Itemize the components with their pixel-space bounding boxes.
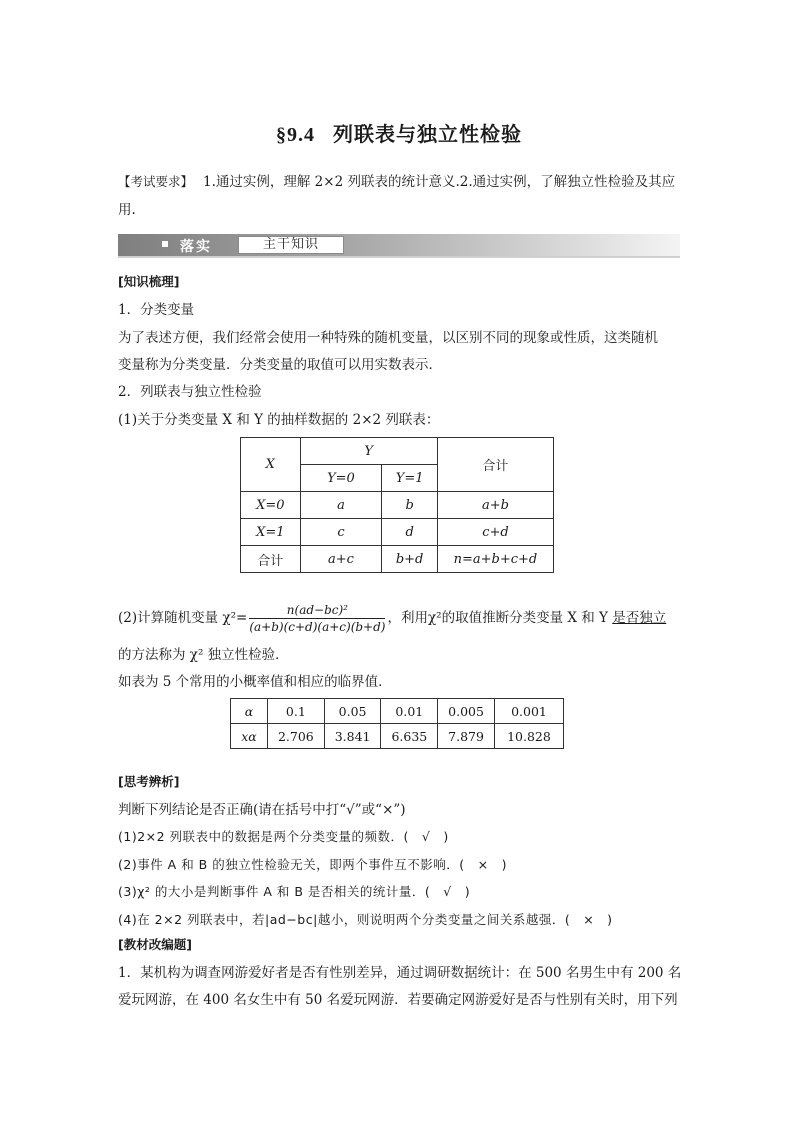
table-row	[231, 724, 564, 749]
y-header-cell: Y	[300, 438, 437, 465]
textbook-heading: [教材改编题]	[118, 937, 192, 952]
textbook-para-1: 1．某机构为调查网游爱好者是否有性别差异，通过调研数据统计：在 500 名男生中有 200 名	[118, 965, 682, 981]
cell-value: a	[300, 492, 382, 519]
requirement-text-1: 1.通过实例，理解 2×2 列联表的统计意义.2.通过实例，了解独立性检验及其应	[203, 174, 676, 190]
alpha-cell: 0.1	[268, 699, 325, 724]
formula-suffix: ，利用χ²的取值推断分类变量 X 和 Y	[387, 610, 613, 626]
formula-denominator: (a+b)(c+d)(a+c)(b+d)	[249, 620, 386, 634]
chi-square-formula-line	[118, 600, 680, 636]
requirement-text-2: 用.	[118, 202, 136, 218]
chi-square-fraction	[249, 602, 385, 635]
critical-value-cell: 3.841	[324, 724, 381, 749]
banner-square-icon	[162, 241, 168, 247]
thinking-heading: [思考辨析]	[118, 774, 180, 789]
exam-requirement	[118, 172, 680, 192]
cell-value: d	[382, 519, 438, 546]
cell-value: b	[382, 492, 438, 519]
table-row	[241, 519, 554, 546]
thinking-item: (1)2×2 列联表中的数据是两个分类变量的频数．( √ )	[118, 829, 449, 844]
cell-value: a+b	[437, 492, 553, 519]
cell-value: b+d	[382, 546, 438, 573]
x-alpha-label-cell: xα	[231, 724, 268, 749]
critical-value-cell: 7.879	[438, 724, 495, 749]
alpha-cell: 0.01	[381, 699, 438, 724]
table-row	[241, 546, 554, 573]
thinking-item: (4)在 2×2 列联表中，若|ad−bc|越小，则说明两个分类变量之间关系越强．( × )	[118, 912, 613, 927]
banner-rule	[118, 256, 680, 258]
knowledge-heading: [知识梳理]	[118, 274, 180, 289]
y0-header-cell: Y=0	[300, 465, 382, 492]
contingency-table	[240, 437, 554, 573]
page-title	[118, 118, 680, 147]
thinking-item: (2)事件 A 和 B 的独立性检验无关，即两个事件互不影响．( × )	[118, 857, 507, 872]
x-header-cell: X	[241, 438, 301, 492]
cell-value: a+c	[300, 546, 382, 573]
cell-value: n=a+b+c+d	[437, 546, 553, 573]
alpha-cell: 0.001	[494, 699, 563, 724]
requirement-tag: 【考试要求】	[118, 174, 194, 189]
critical-value-cell: 2.706	[268, 724, 325, 749]
section-number: §9.4	[276, 124, 315, 146]
row-label: X=0	[241, 492, 301, 519]
cell-value: c	[300, 519, 382, 546]
table-row	[231, 699, 564, 724]
banner-label-2: 主干知识	[238, 236, 344, 254]
banner-label-1: 落实	[180, 239, 212, 255]
critical-value-cell: 10.828	[494, 724, 563, 749]
alpha-cell: 0.005	[438, 699, 495, 724]
table-row	[241, 492, 554, 519]
y1-header-cell: Y=1	[382, 465, 438, 492]
critical-value-table	[230, 698, 564, 749]
alpha-cell: 0.05	[324, 699, 381, 724]
subsection-2-intro: (1)关于分类变量 X 和 Y 的抽样数据的 2×2 列联表：	[118, 412, 440, 428]
section-banner	[118, 234, 680, 256]
critical-value-cell: 6.635	[381, 724, 438, 749]
formula-numerator: n(ad−bc)²	[249, 602, 385, 619]
textbook-para-2: 爱玩网游，在 400 名女生中有 50 名爱玩网游．若要确定网游爱好是否与性别有关时，用下列	[118, 992, 678, 1008]
alpha-label-cell: α	[231, 699, 268, 724]
thinking-item: (3)χ² 的大小是判断事件 A 和 B 是否相关的统计量．( √ )	[118, 884, 471, 899]
formula-prefix: (2)计算随机变量 χ²=	[118, 610, 248, 626]
subsection-2-para-3: 的方法称为 χ² 独立性检验．	[118, 647, 289, 663]
underlined-term: 是否独立	[612, 610, 667, 626]
subsection-1-para-2: 变量称为分类变量．分类变量的取值可以用实数表示．	[118, 357, 442, 373]
section-title: 列联表与独立性检验	[333, 122, 522, 146]
thinking-intro: 判断下列结论是否正确(请在括号中打“√”或“×”)	[118, 802, 406, 818]
cell-value: c+d	[437, 519, 553, 546]
subsection-1-para-1: 为了表述方便，我们经常会使用一种特殊的随机变量，以区别不同的现象或性质，这类随机	[118, 330, 658, 346]
subsection-2-para-4: 如表为 5 个常用的小概率值和相应的临界值．	[118, 674, 392, 690]
subsection-1-title: 1．分类变量	[118, 302, 195, 318]
subsection-2-title: 2．列联表与独立性检验	[118, 384, 262, 400]
row-label: X=1	[241, 519, 301, 546]
row-label: 合计	[241, 546, 301, 573]
total-header-cell: 合计	[437, 438, 553, 492]
